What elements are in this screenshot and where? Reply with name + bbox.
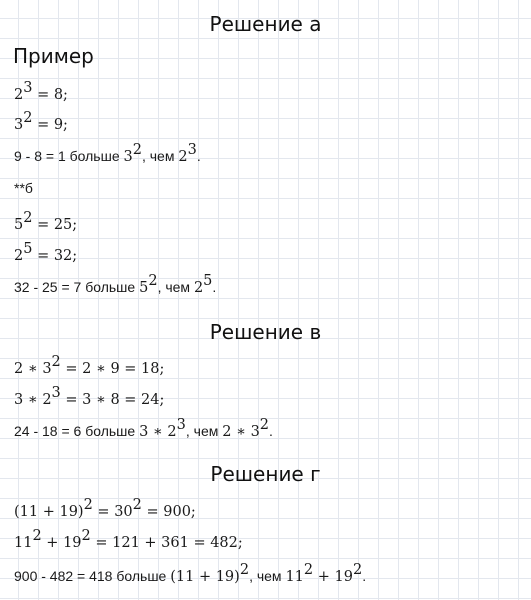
math-mid: =	[92, 504, 115, 520]
conclusion-end: .	[196, 148, 201, 164]
math-base: (11 + 19)	[170, 569, 240, 585]
conclusion-line	[14, 417, 273, 442]
conclusion-line	[14, 273, 217, 298]
math-exponent: 5	[23, 241, 33, 258]
math-base: 30	[114, 504, 133, 520]
math-base: 3	[14, 117, 24, 133]
math-rest: = 25;	[32, 217, 78, 233]
math-base: 19	[63, 535, 82, 551]
conclusion-prefix: 9 - 8 = 1 больше	[14, 148, 124, 164]
math-rest: = 900;	[141, 504, 196, 520]
math-prefix: 3 ∗	[14, 392, 43, 408]
math-exponent: 2	[148, 273, 158, 290]
math-base: 2	[178, 149, 188, 165]
equation-line	[14, 241, 78, 266]
math-base: 11	[14, 535, 33, 551]
math-base: 5	[14, 217, 24, 233]
equation-line	[14, 354, 165, 379]
math-rest: = 2 ∗ 9 = 18;	[60, 361, 165, 377]
math-rest: = 121 + 361 = 482;	[90, 535, 243, 551]
math-exponent: 2	[23, 110, 33, 127]
equation-line	[14, 528, 243, 553]
conclusion-prefix: 32 - 25 = 7 больше	[14, 279, 140, 295]
conclusion-end: .	[269, 423, 273, 439]
math-base: 2	[193, 280, 204, 296]
math-base: (11 + 19)	[14, 504, 84, 520]
equation-line	[14, 210, 78, 235]
conclusion-end: .	[362, 568, 367, 584]
math-rest: = 32;	[32, 248, 78, 264]
conclusion-prefix: 24 - 18 = 6 больше	[14, 423, 140, 439]
conclusion-middle: , чем	[157, 279, 194, 295]
math-base: 3	[250, 424, 260, 440]
example-label: Пример	[13, 44, 94, 68]
conclusion-end: .	[212, 279, 217, 295]
math-exponent: 2	[259, 417, 270, 434]
conclusion-middle: , чем	[141, 148, 179, 164]
math-base: 3	[123, 149, 133, 165]
math-exponent: 3	[51, 385, 61, 402]
math-exponent: 3	[187, 142, 197, 159]
math-plus: +	[41, 535, 64, 551]
math-base: 3	[42, 361, 52, 377]
math-exponent: 2	[81, 528, 91, 545]
conclusion-line	[14, 562, 367, 587]
math-base: 2	[42, 392, 52, 408]
math-rest: = 8;	[32, 87, 68, 103]
conclusion-line	[14, 142, 201, 167]
math-exponent: 2	[352, 562, 363, 579]
math-rest: = 3 ∗ 8 = 24;	[60, 392, 165, 408]
conclusion-prefix: 900 - 482 = 418 больше	[14, 568, 171, 584]
math-rest: = 9;	[32, 117, 68, 133]
equation-line	[14, 385, 165, 410]
math-base: 11	[285, 569, 304, 585]
math-prefix: 2 ∗	[14, 361, 43, 377]
heading-solution-v: Решение в	[209, 320, 322, 344]
heading-solution-g: Решение г	[210, 462, 321, 486]
conclusion-middle: , чем	[185, 423, 223, 439]
math-exponent: 2	[32, 528, 42, 545]
equation-line	[14, 110, 68, 135]
math-exponent: 2	[132, 142, 142, 159]
math-exponent: 2	[51, 354, 61, 371]
math-base: 2	[14, 87, 24, 103]
math-exponent: 2	[23, 210, 33, 227]
math-prefix: 2 ∗	[222, 424, 251, 440]
math-prefix: 3 ∗	[139, 424, 168, 440]
math-base: 19	[334, 569, 353, 585]
equation-line	[14, 80, 68, 105]
math-exponent: 2	[132, 497, 142, 514]
heading-solution-a: Решение а	[209, 12, 322, 36]
math-exponent: 2	[239, 562, 250, 579]
conclusion-middle: , чем	[249, 568, 286, 584]
math-exponent: 2	[83, 497, 93, 514]
math-exponent: 3	[23, 80, 33, 97]
heading-solution-b: **б	[14, 180, 33, 196]
equation-line	[14, 497, 196, 522]
math-exponent: 3	[176, 417, 186, 434]
math-exponent: 5	[203, 273, 213, 290]
math-base: 2	[14, 248, 24, 264]
math-base: 5	[139, 280, 149, 296]
math-base: 2	[167, 424, 177, 440]
math-exponent: 2	[303, 562, 314, 579]
math-plus: +	[313, 569, 335, 585]
